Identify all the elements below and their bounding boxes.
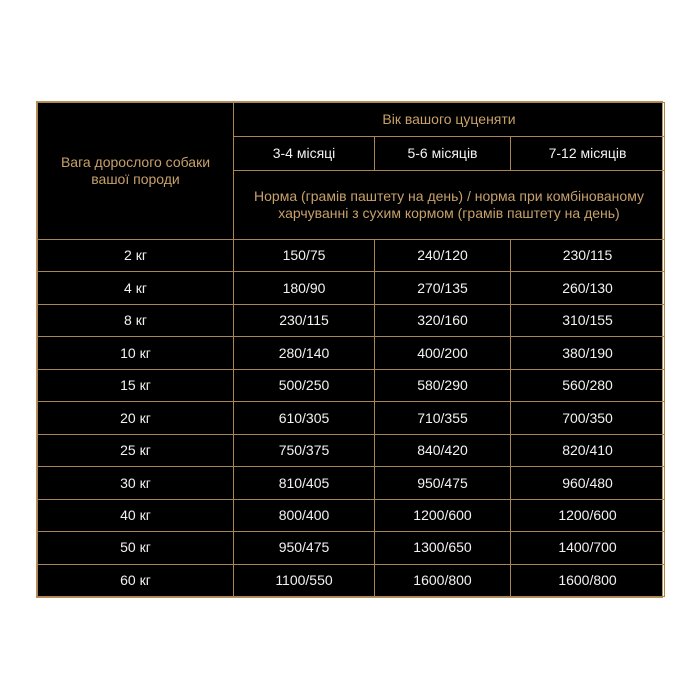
norm-cell: 960/480 (511, 467, 665, 499)
weight-cell: 20 кг (38, 402, 234, 434)
norm-cell: 840/420 (375, 434, 511, 466)
norm-cell: 1600/800 (375, 564, 511, 596)
table-row (38, 499, 665, 531)
table-row (38, 532, 665, 564)
norm-cell: 810/405 (234, 467, 375, 499)
norm-cell: 180/90 (234, 272, 375, 304)
norm-cell: 700/350 (511, 402, 665, 434)
feeding-table (36, 101, 663, 598)
table-row (38, 337, 665, 369)
weight-cell: 60 кг (38, 564, 234, 596)
table-row (38, 564, 665, 596)
table-row (38, 272, 665, 304)
weight-cell: 4 кг (38, 272, 234, 304)
norm-cell: 800/400 (234, 499, 375, 531)
month-header-2: 5-6 місяців (375, 137, 511, 171)
norm-cell: 1400/700 (511, 532, 665, 564)
norm-cell: 230/115 (511, 240, 665, 272)
norm-cell: 400/200 (375, 337, 511, 369)
norm-cell: 610/305 (234, 402, 375, 434)
norm-cell: 820/410 (511, 434, 665, 466)
norm-cell: 260/130 (511, 272, 665, 304)
norm-cell: 270/135 (375, 272, 511, 304)
norm-cell: 1600/800 (511, 564, 665, 596)
norm-cell: 710/355 (375, 402, 511, 434)
norm-cell: 1100/550 (234, 564, 375, 596)
age-header: Вік вашого цуценяти (234, 103, 665, 137)
norm-cell: 950/475 (234, 532, 375, 564)
table-row (38, 369, 665, 401)
weight-cell: 2 кг (38, 240, 234, 272)
norm-cell: 150/75 (234, 240, 375, 272)
table-row (38, 434, 665, 466)
norm-cell: 1200/600 (375, 499, 511, 531)
table-row (38, 304, 665, 336)
norm-cell: 280/140 (234, 337, 375, 369)
norm-cell: 230/115 (234, 304, 375, 336)
norm-cell: 950/475 (375, 467, 511, 499)
norm-cell: 750/375 (234, 434, 375, 466)
norm-cell: 1300/650 (375, 532, 511, 564)
norm-cell: 240/120 (375, 240, 511, 272)
month-header-1: 3-4 місяці (234, 137, 375, 171)
weight-header: Вага дорослого собаки вашої породи (38, 103, 234, 240)
weight-cell: 40 кг (38, 499, 234, 531)
table-body (38, 240, 665, 597)
feeding-table-grid (37, 102, 665, 597)
weight-cell: 8 кг (38, 304, 234, 336)
table-row (38, 467, 665, 499)
norm-cell: 500/250 (234, 369, 375, 401)
weight-cell: 25 кг (38, 434, 234, 466)
norm-cell: 560/280 (511, 369, 665, 401)
weight-cell: 50 кг (38, 532, 234, 564)
month-header-3: 7-12 місяців (511, 137, 665, 171)
norm-cell: 320/160 (375, 304, 511, 336)
norm-header: Норма (грамів паштету на день) / норма при комбінованому харчуванні з сухим кормом (грамів паштету на день) (234, 171, 665, 240)
norm-cell: 1200/600 (511, 499, 665, 531)
norm-cell: 380/190 (511, 337, 665, 369)
norm-cell: 580/290 (375, 369, 511, 401)
weight-cell: 30 кг (38, 467, 234, 499)
norm-cell: 310/155 (511, 304, 665, 336)
weight-cell: 15 кг (38, 369, 234, 401)
weight-cell: 10 кг (38, 337, 234, 369)
table-row (38, 402, 665, 434)
table-row (38, 240, 665, 272)
